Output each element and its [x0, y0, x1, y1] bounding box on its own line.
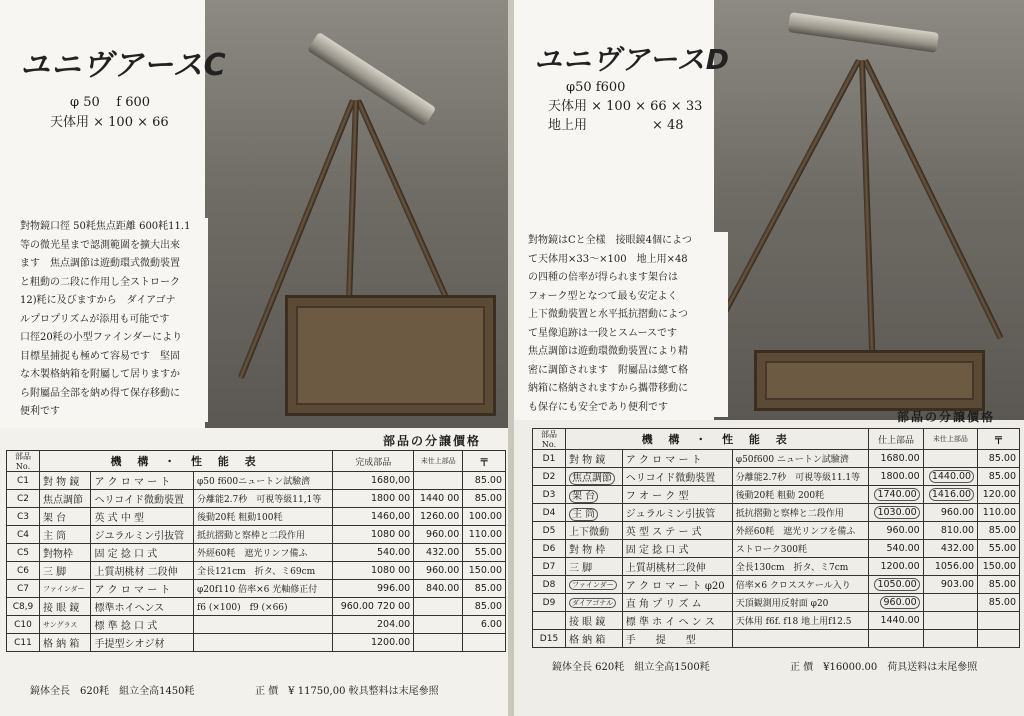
table-row: 接 眼 鏡 標 準 ホ イ ヘ ン ス 天体用 f6f. f18 地上用f12.5 1440.00 — [533, 612, 1020, 630]
description-line: ら附屬品全部を納め得て保存移動に — [20, 387, 180, 399]
table-row: D9 ダイアゴナル 直 角 プ リ ズ ム 天頂観測用反射面 φ20 960.00 85.00 — [533, 594, 1020, 612]
left-page — [0, 0, 510, 716]
table-row: C5 對物枠 固 定 捻 口 式 外經60粍 遮光リンフ備ふ 540.00 432.00 55.00 — [7, 544, 506, 562]
telescope-photo-c — [205, 0, 510, 428]
description-line: フォーク型となつて最も安定よく — [528, 290, 678, 302]
spec-table-c — [6, 450, 506, 652]
table-row: C8,9 接 眼 鏡 標準ホイヘンス f6 (×100) f9 (×66) 960.00 720 00 85.00 — [7, 598, 506, 616]
tripod-leg — [859, 60, 875, 360]
footer-dimensions: 鏡体全長 620粍 組立全高1450粍 — [30, 686, 195, 697]
description-line: ルプロプリズムが添用も可能です — [20, 313, 170, 325]
spec-line: 天体用 × 100 × 66 × 33 — [548, 99, 703, 114]
description — [528, 232, 728, 417]
description-line: 焦点調節は遊動環微動裝置により精 — [528, 346, 688, 357]
price-header: 部品の分譲價格 — [897, 410, 996, 424]
description — [20, 218, 208, 422]
col-postal: 〒 — [463, 451, 506, 472]
table-row: C7 ファインダー ア ク ロ マ ー ト φ20f110 倍率×6 光軸修正付 996.00 840.00 85.00 — [7, 580, 506, 598]
table-row: C2 焦点調節 ヘリコイド微動裝置 分離能2.7秒 可視等級11,1等 1800 00 1440 00 85.00 — [7, 490, 506, 508]
table-row: D6 對 物 枠 固 定 捻 口 式 ストローク300粍 540.00 432.00 55.00 — [533, 540, 1020, 558]
description-line: 12)粍に及びますから ダイアゴナ — [20, 295, 176, 306]
tripod-leg — [711, 59, 862, 336]
col-part-no: 部品 No. — [533, 429, 566, 450]
spec-line: 天体用 × 100 × 66 — [50, 115, 169, 130]
table-row: D7 三 脚 上質胡桃材二段伸 全長130cm 折タ、ミ7cm 1200.00 1056.00 150.00 — [533, 558, 1020, 576]
col-unfinished: 未仕上部品 — [414, 451, 463, 472]
col-complete: 完成部品 — [333, 451, 414, 472]
tripod-leg — [862, 59, 1003, 340]
table-row: C6 三 脚 上質胡桃材 二段伸 全長121cm 折タ、ミ69cm 1080 00 960.00 150.00 — [7, 562, 506, 580]
table-row: D1 對 物 鏡 ア ク ロ マ ー ト φ50f600 ニュートン試驗濟 1680.00 85.00 — [533, 450, 1020, 468]
description-line: て星像追跡は一段とスムースです — [528, 327, 677, 339]
telescope-tube — [788, 12, 939, 53]
product-title: ユニヴアースC — [20, 48, 227, 83]
table-row: D2 焦点調節 ヘリコイド微動裝置 分離能2.7秒 可視等級11.1等 1800.00 1440.00 85.00 — [533, 468, 1020, 486]
spec-line: φ 50 f 600 — [70, 95, 151, 110]
price-header: 部品の分譲價格 — [383, 434, 482, 448]
table-row: D8 ファインダー ア ク ロ マ ー ト φ20 倍率×6 クロススケール入り 1050.00 903.00 85.00 — [533, 576, 1020, 594]
description-line: 上下微動裝置と水平抵抗摺動によつ — [528, 309, 688, 320]
col-complete: 仕上部品 — [869, 429, 923, 450]
table-row: C3 架 台 英 式 中 型 後動20粍 粗動100粍 1460,00 1260.00 100.00 — [7, 508, 506, 526]
product-title: ユニヴアースD — [534, 43, 731, 76]
description-line: の四種の倍率が得られます架台は — [528, 272, 678, 283]
description-line: 口徑20粍の小型ファインダーにより — [20, 332, 183, 343]
description-line: 對物鏡はCと全樣 接眼鏡4個によつ — [528, 235, 693, 246]
description-line: 對物鏡口徑 50粍焦点距離 600粍11.1 — [20, 221, 191, 232]
col-part-no: 部品 No. — [7, 451, 40, 472]
description-line: て天体用×33〜×100 地上用×48 — [528, 253, 688, 265]
description-line: も保存にも安全であり便利です — [528, 401, 668, 413]
footer-price: 正 價 ¥16000.00 荷具送料は末尾參照 — [790, 662, 978, 673]
description-line: 等の微光星まで認測範圍を擴大出來 — [20, 239, 180, 251]
table-title: 機 構 ・ 性 能 表 — [40, 451, 333, 472]
table-title: 機 構 ・ 性 能 表 — [566, 429, 869, 450]
spec-line: 地上用 × 48 — [548, 118, 684, 133]
table-row: D3 架 台 フ オ ー ク 型 後動20粍 粗動 200粍 1740.00 1416.00 120.00 — [533, 486, 1020, 504]
spec-table-d — [532, 428, 1020, 648]
telescope-tube — [307, 32, 436, 127]
right-page — [514, 0, 1024, 716]
description-line: と粗動の二段に作用し全ストローク — [20, 276, 180, 288]
col-postal: 〒 — [978, 429, 1020, 450]
footer-price: 正 價 ¥ 11750,00 較具整料は末尾參照 — [255, 686, 439, 697]
description-line: 目標星捕捉も極めて容易です 堅固 — [20, 350, 180, 362]
telescope-photo-d — [714, 0, 1024, 420]
table-row: D5 上下微動 英 型 ス テ ー 式 外經60粍 遮光リンフを備ふ 960.00 810.00 85.00 — [533, 522, 1020, 540]
storage-box — [754, 350, 985, 411]
description-line: な木製格納箱を附屬して居りますか — [20, 369, 180, 380]
table-row: C4 主 筒 ジユラルミン引抜管 抵抗摺動と察棒と二段作用 1080 00 960.00 110.00 — [7, 526, 506, 544]
description-line: ます 焦点調節は遊動環式微動裝置 — [20, 258, 180, 269]
description-line: 密に調節されます 附屬品は總て格 — [528, 364, 688, 376]
spec-line: φ50 f600 — [566, 80, 626, 95]
table-row: D15 格 納 箱 手 提 型 — [533, 630, 1020, 648]
storage-box — [285, 295, 496, 416]
footer-dimensions: 鏡体全長 620粍 組立全高1500粍 — [552, 662, 710, 673]
description-line: 便利です — [20, 406, 60, 417]
col-unfinished: 未仕上部品 — [923, 429, 977, 450]
description-line: 納箱に格納されますから攜帶移動に — [528, 383, 688, 394]
table-row: C11 格 納 箱 手提型シオジ材 1200.00 — [7, 634, 506, 652]
table-row: D4 主 筒 ジュラルミン引拔管 抵抗摺動と察棒と二段作用 1030.00 960.00 110.00 — [533, 504, 1020, 522]
table-row: C10 サングラス 標 準 捻 口 式 204.00 6.00 — [7, 616, 506, 634]
table-row: C1 對 物 鏡 ア ク ロ マ ー ト φ50 f600ニュートン試驗濟 1680,00 85.00 — [7, 472, 506, 490]
